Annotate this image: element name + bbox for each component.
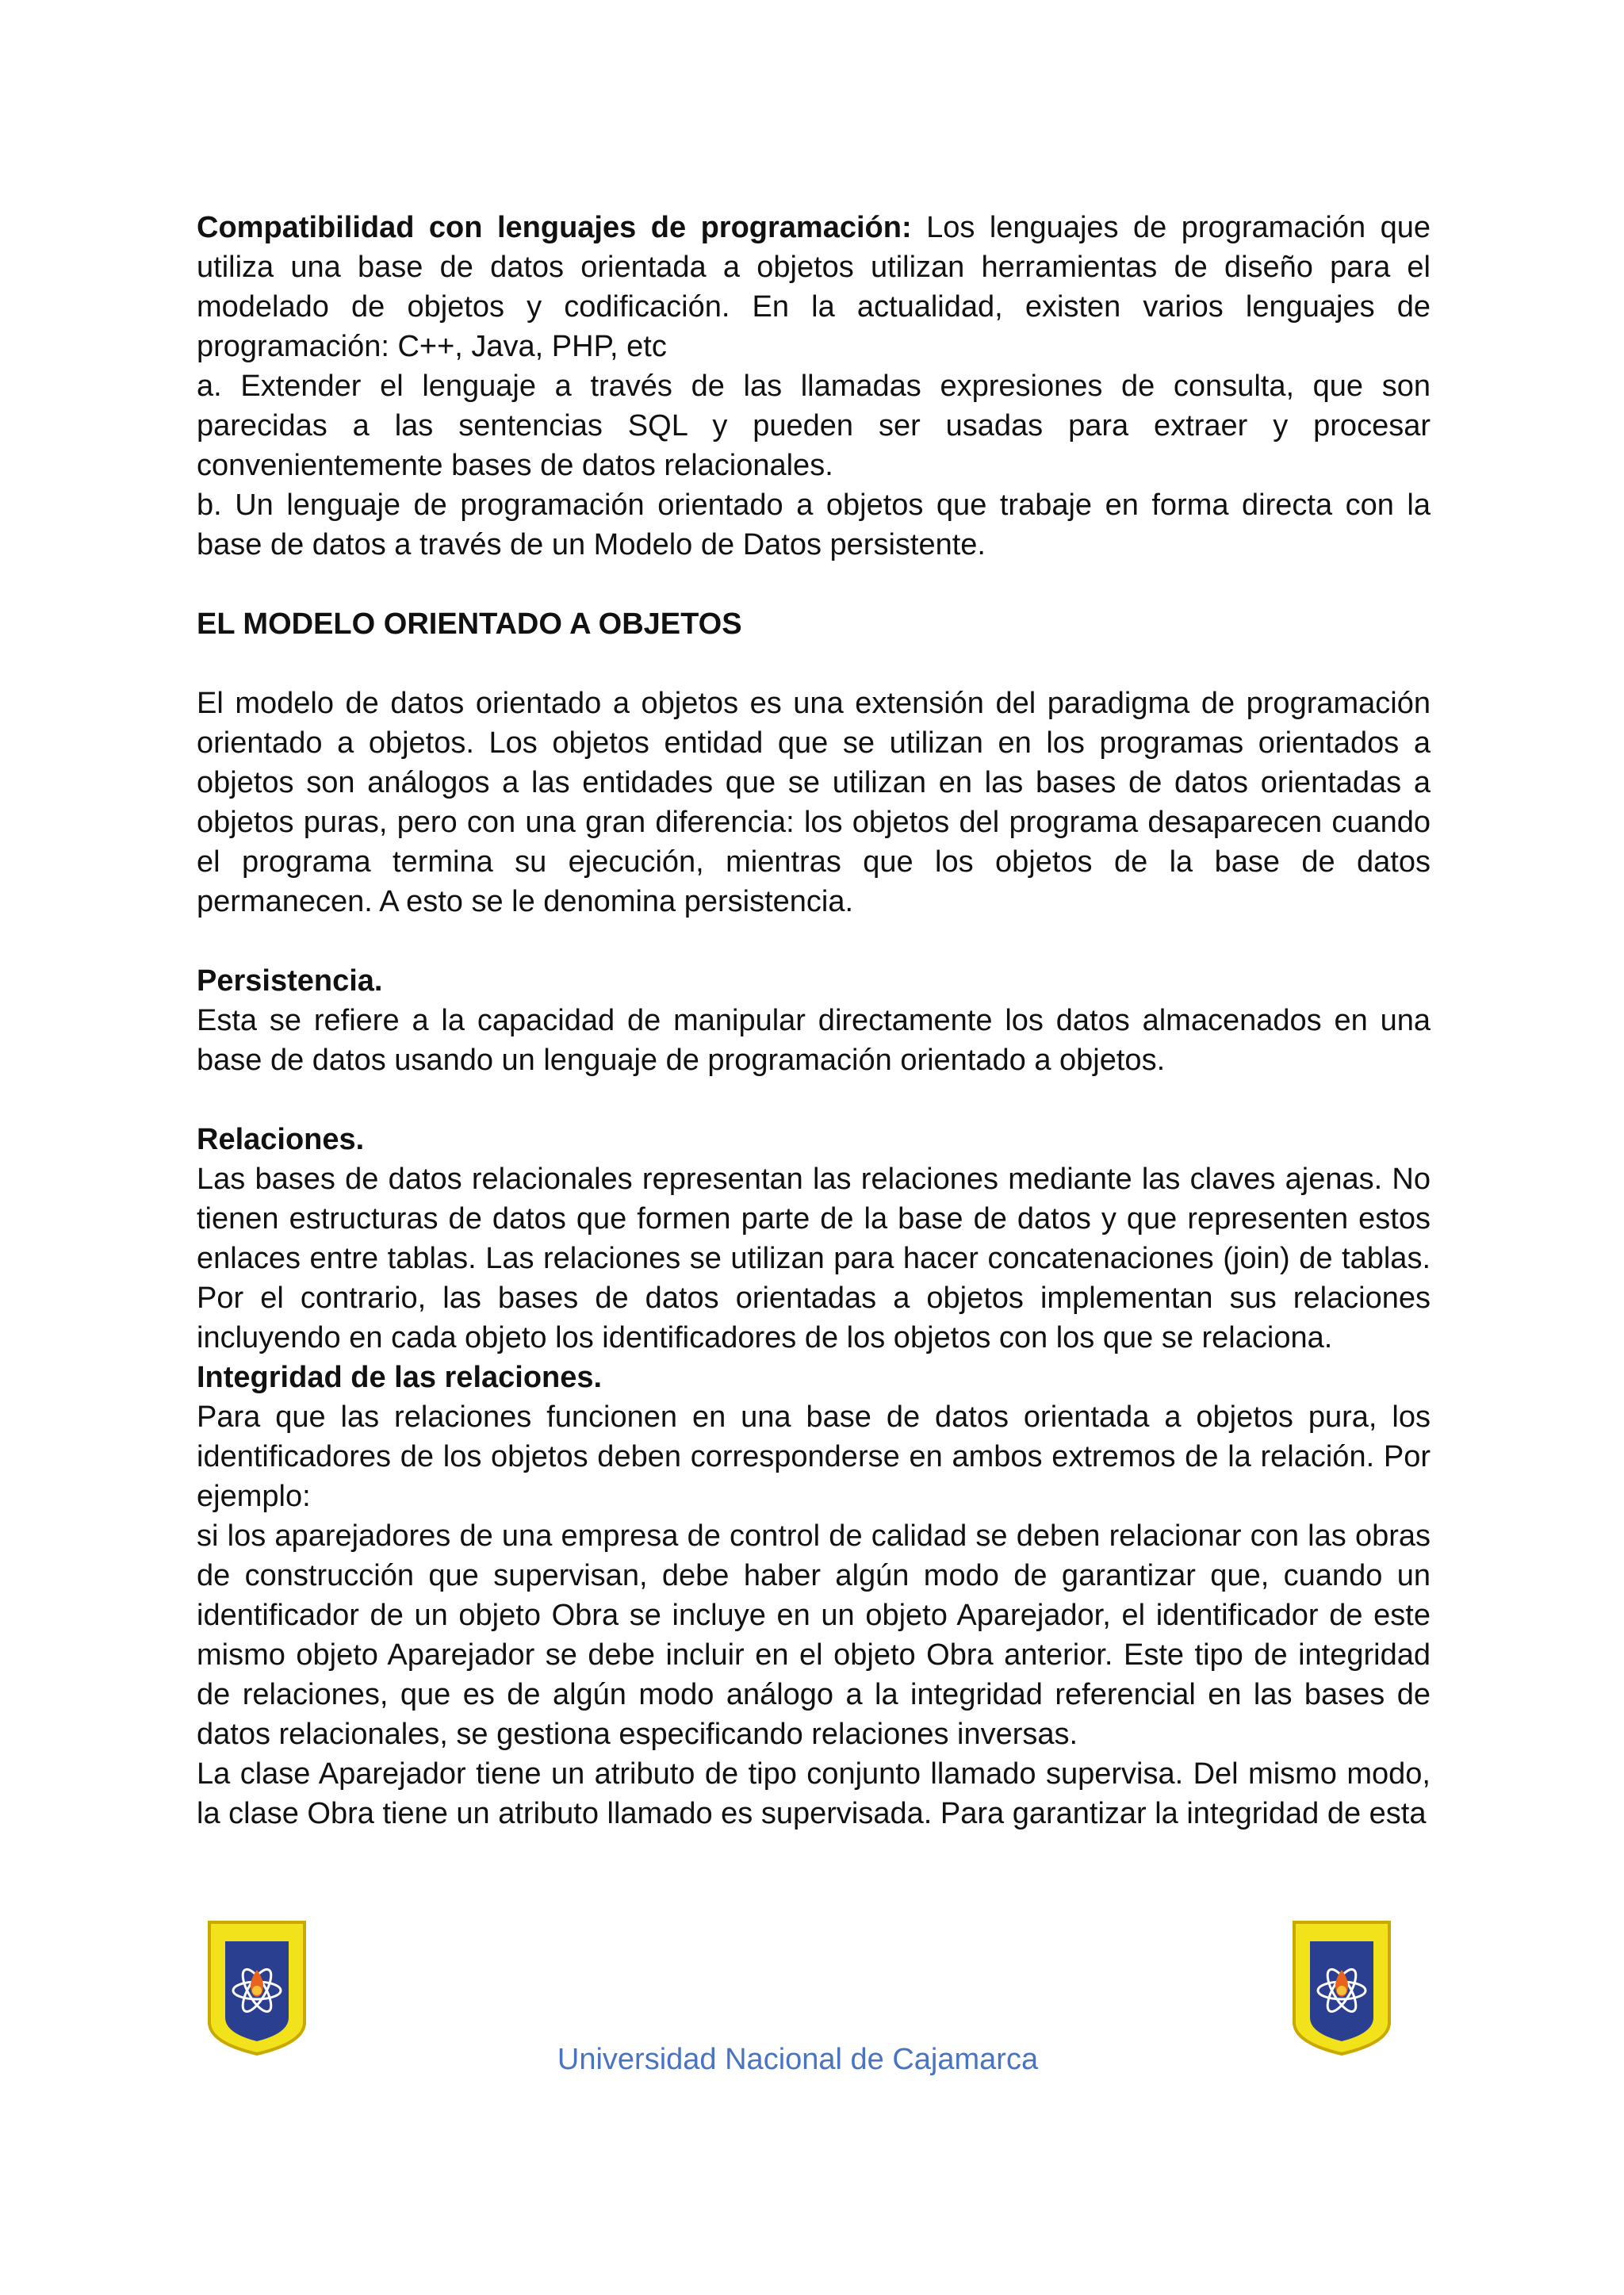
heading-persistencia: Persistencia. bbox=[197, 964, 383, 998]
heading-relaciones: Relaciones. bbox=[197, 1123, 365, 1156]
paragraph-modelo: El modelo de datos orientado a objetos es una extensión del paradigma de programación orientado a objetos. Los objetos entidad que se utilizan en los programas orientados a objetos son análogos a las entidades que se utilizan en las bases de datos orientadas a objetos puras, pero con una gran diferencia: los objetos del programa desaparecen cuando el programa termina su ejecución, mientras que los objetos de la base de datos permanecen. A esto se le denomina persistencia. bbox=[197, 687, 1431, 918]
heading-integridad: Integridad de las relaciones. bbox=[197, 1361, 603, 1394]
heading-modelo: EL MODELO ORIENTADO A OBJETOS bbox=[197, 607, 742, 641]
university-crest-icon bbox=[1289, 1918, 1394, 2057]
paragraph-persistencia: Esta se refiere a la capacidad de manipular directamente los datos almacenados en una base de datos usando un lenguaje de programación orientado a objetos. bbox=[197, 1004, 1431, 1077]
paragraph-compatibilidad bbox=[197, 208, 1431, 366]
paragraph-ejemplo: si los aparejadores de una empresa de control de calidad se deben relacionar con las obras de construcción que supervisan, debe haber algún modo de garantizar que, cuando un identificador de un objeto Obra se incluye en un objeto Aparejador, el identificador de este mismo objeto Aparejador se debe incluir en el objeto Obra anterior. Este tipo de integridad de relaciones, que es de algún modo análogo a la integridad referencial en las bases de datos relacionales, se gestiona especificando relaciones inversas. bbox=[197, 1519, 1431, 1751]
paragraph-clase-aparejador: La clase Aparejador tiene un atributo de tipo conjunto llamado supervisa. Del mismo modo, la clase Obra tiene un atributo llamado es supervisada. Para garantizar la integridad de esta bbox=[197, 1757, 1431, 1830]
paragraph-relaciones: Las bases de datos relacionales representan las relaciones mediante las claves ajenas. No tienen estructuras de datos que formen parte de la base de datos y que representen estos enlaces entre tablas. Las relaciones se utilizan para hacer concatenaciones (join) de tablas. Por el contrario, las bases de datos orientadas a objetos implementan sus relaciones incluyendo en cada objeto los identificadores de los objetos con los que se relaciona. bbox=[197, 1163, 1431, 1354]
paragraph-integridad: Para que las relaciones funcionen en una base de datos orientada a objetos pura, los identificadores de los objetos deben corresponderse en ambos extremos de la relación. Por ejemplo: bbox=[197, 1400, 1431, 1513]
university-crest-icon bbox=[205, 1918, 309, 2057]
document-body bbox=[197, 208, 1431, 1833]
compatibilidad-heading: Compatibilidad con lenguajes de programación: bbox=[197, 211, 912, 244]
compatibilidad-text: Los lenguajes de programación que utiliza una base de datos orientada a objetos utilizan herramientas de diseño para el modelado de objetos y codificación. En la actualidad, existen varios lenguajes de programación: C++, Java, PHP, etc bbox=[197, 211, 1431, 363]
paragraph-option-b: b. Un lenguaje de programación orientado a objetos que trabaje en forma directa con la base de datos a través de un Modelo de Datos persistente. bbox=[197, 489, 1431, 561]
footer-university-name: Universidad Nacional de Cajamarca bbox=[557, 2043, 1039, 2076]
paragraph-option-a: a. Extender el lenguaje a través de las llamadas expresiones de consulta, que son parecidas a las sentencias SQL y pueden ser usadas para extraer y procesar convenientemente bases de datos relacionales. bbox=[197, 370, 1431, 482]
